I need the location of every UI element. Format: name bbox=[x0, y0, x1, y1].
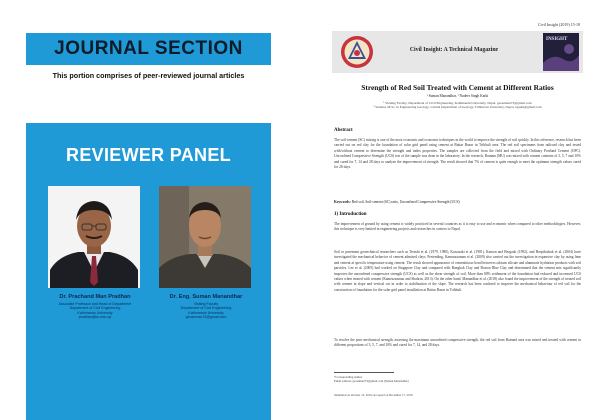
reviewer-email: geosuman73@gmail.com bbox=[185, 315, 227, 320]
article-authors: ¹ Suman Manandhar, ² Nadeer Singh Karki bbox=[426, 94, 489, 98]
banner-title: JOURNAL SECTION bbox=[54, 38, 243, 59]
article-affiliations bbox=[332, 101, 583, 110]
reviewer-card-manandhar bbox=[151, 294, 261, 320]
article-title: Strength of Red Soil Treated with Cement at Different Ratios bbox=[361, 83, 554, 92]
reviewer-line: Department of Civil Engineering bbox=[180, 306, 232, 311]
magazine-cover-thumbnail bbox=[543, 33, 579, 71]
affiliation-line: ¹ Visiting Faculty, Department of Civil Engineering, Kathmandu University, Nepal, geosuman73@gmail.com bbox=[383, 101, 532, 105]
reviewer-photo-manandhar bbox=[159, 186, 251, 288]
issue-reference: Civil Insight (2019) 15-18 bbox=[537, 22, 580, 27]
introduction-paragraph-2: Soil or pavement geotechnical researchers such as Terashi et al. (1979, 1980), Kawasaki et al. (1981), Kamon and Bergado (1992), and Horpibulsuk et al. (2004) have investigated the mechanical behavior of cement admixed clays. Pretending, Kamruzzaman et al. (2009) also carried out the investigation in expansive clay by using lime and cement at specific temperature using cement. The result showed appearance of cementitious bond between calcium silicate and aluminate hydration products with soil particles. Lee et al. (2005) had worked on Singapore Clay and compared with Bangkok Clay and Boston Blue Clay and determined that the cement mix significantly improves the unconfined compressive strength (UCS) as well as the shear strength of soil. More than 80% settlement of the foundation had reduced and increased UCS values when treated with cement (Kamruzzaman and Shahrin, 2013). On the other hand, Manandhar et al. (2018) also found the improvement of the strength of treated soil with cement in slope and vertical cut in order to stabilization of the slope. The research has been confined to improve the mechanical behaviour of red soil for the construction of foundation for the solar grid panel installation at Battar Bazar in Tribhuli. bbox=[334, 250, 581, 292]
keywords-label: Keywords: bbox=[334, 200, 351, 204]
footnote-email: Email address: geosuman73@gmail.com (Suman Manandhar) bbox=[334, 379, 409, 384]
introduction-heading: 1) Introduction bbox=[334, 212, 367, 217]
introduction-paragraph-1: The improvement of ground by using cement is widely practiced in several countries as it is easy to use and economic when compared to other methodologies. However, this technique is very limited in engineering projects and researches in context to Nepal. bbox=[334, 222, 581, 232]
submission-dates: Submitted on October 12, 2019; Accepted on December 17, 2019 bbox=[334, 393, 413, 397]
keywords bbox=[334, 200, 581, 204]
reviewer-photo-pradhan bbox=[48, 186, 140, 288]
affiliation-line: ² Student, M.Sc. in Engineering Geology, Central Department of Geology, Tribhuvan University, Nepal, ngsaki@gmail.com bbox=[373, 105, 542, 110]
footnote-divider bbox=[334, 372, 394, 373]
keywords-text: Red soil, Soil-cement (SC) ratio, Unconfined Compressive Strength (UCS) bbox=[351, 200, 460, 204]
journal-header-band bbox=[332, 31, 583, 73]
reviewer-line: Associate Professor and Head of Department bbox=[58, 302, 132, 306]
journal-section-banner bbox=[26, 33, 271, 65]
abstract-heading: Abstract bbox=[334, 128, 353, 133]
cover-title: INSIGHT bbox=[546, 37, 568, 42]
reviewer-name: Dr. Prachand Man Pradhan bbox=[59, 294, 131, 300]
footnote-label: *Corresponding Author bbox=[334, 375, 363, 379]
reviewer-panel bbox=[26, 123, 271, 420]
panel-title: REVIEWER PANEL bbox=[66, 145, 231, 165]
banner-note: This portion comprises of peer-reviewed journal articles bbox=[52, 71, 245, 80]
right-page bbox=[300, 0, 600, 420]
reviewer-line: Kathmandu University bbox=[77, 310, 113, 315]
journal-header-title: Civil Insight: A Technical Magazine bbox=[409, 47, 499, 53]
introduction-paragraph-3: To resolve the poor mechanical strength, assessing the maximum unconfined compressive strength, the red soil from Batrand area was mixed and treated with cement in different proportions of 3, 5, 7, and 10% and cured for 7, 14, and 28 days. bbox=[334, 338, 581, 348]
reviewer-line: Department of Civil Engineering bbox=[69, 306, 121, 311]
reviewer-name: Dr. Eng. Suman Manandhar bbox=[169, 294, 243, 300]
abstract-text: The soil-cement (SC) mixing is one of the most economic and economic techniques in the world to improve the strength of soil quickly. In this reference, research has been carried out on red clay for the foundation of solar grid panel using cement at Battar Bazar in Tribhuli area. The red soil specimens from railroad clay and tested with/without cement to determine the strength and index properties. The samples are collected from the field and mixed with Ordinary Portland Cement (OPC). Unconfined Compressive Strength (UCS) test of the sample was done in the laboratory. In the research, Ratnam (MU) was mixed with cement contents of 3, 5, 7 and 10% and cured for 7, 14 and 28 days to analyze the improvement of strength. The result showed that 7% of cement is quite enough to meet the optimum strength values cured for 28 days. bbox=[334, 138, 581, 170]
university-logo-icon bbox=[340, 34, 374, 70]
reviewer-line: Kathmandu University bbox=[188, 310, 224, 315]
footnote bbox=[334, 375, 574, 383]
reviewer-email: pradhan@ku.edu.np bbox=[78, 315, 112, 320]
reviewer-card-pradhan bbox=[40, 294, 150, 320]
reviewer-line: Visiting Faculty bbox=[193, 302, 219, 306]
